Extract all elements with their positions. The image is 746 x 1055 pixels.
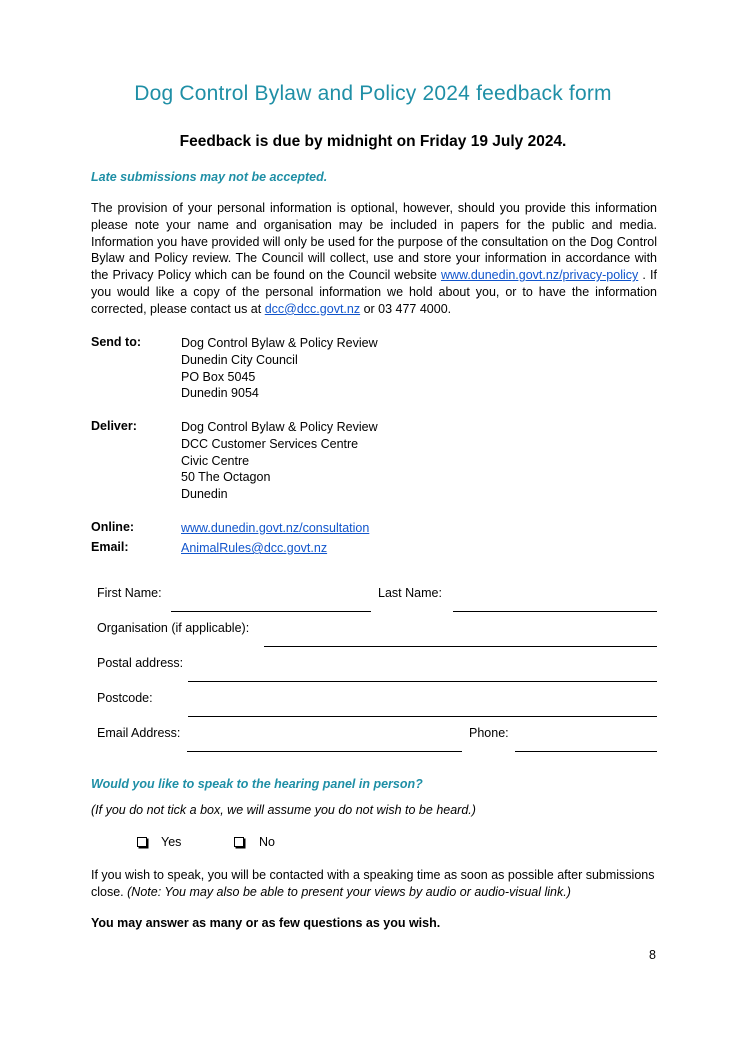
email-address-field[interactable] bbox=[187, 751, 462, 752]
deliver-address bbox=[181, 419, 378, 503]
privacy-policy-link[interactable]: www.dunedin.govt.nz/privacy-policy bbox=[440, 268, 639, 283]
phone-field[interactable] bbox=[515, 751, 657, 752]
hearing-note: (If you do not tick a box, we will assume you do not wish to be heard.) bbox=[91, 803, 476, 817]
email-address-label: Email Address: bbox=[97, 726, 181, 740]
page-number: 8 bbox=[649, 948, 656, 962]
postcode-label: Postcode: bbox=[97, 691, 153, 705]
send-to-label: Send to: bbox=[91, 335, 141, 349]
send-to-line: Dunedin City Council bbox=[181, 352, 298, 367]
yes-label: Yes bbox=[161, 835, 182, 849]
hearing-question: Would you like to speak to the hearing panel in person? bbox=[91, 777, 423, 791]
email-label: Email: bbox=[91, 540, 129, 554]
deliver-line: DCC Customer Services Centre bbox=[181, 436, 359, 451]
postal-address-label: Postal address: bbox=[97, 656, 184, 670]
privacy-text-3: or 03 477 4000. bbox=[360, 301, 452, 316]
online-label: Online: bbox=[91, 520, 135, 534]
last-name-field[interactable] bbox=[453, 611, 657, 612]
deliver-line: Civic Centre bbox=[181, 453, 250, 468]
phone-label: Phone: bbox=[469, 726, 509, 740]
no-checkbox[interactable] bbox=[234, 837, 244, 847]
page-title: Dog Control Bylaw and Policy 2024 feedback form bbox=[134, 82, 612, 105]
no-label: No bbox=[259, 835, 275, 849]
contact-email-link[interactable]: dcc@dcc.govt.nz bbox=[264, 301, 361, 316]
send-to-address bbox=[181, 335, 378, 402]
postcode-field[interactable] bbox=[188, 716, 657, 717]
organisation-label: Organisation (if applicable): bbox=[97, 621, 250, 635]
privacy-text-1: The provision of your personal information is optional, however, should you provide this information please note your name and organisation may be included in papers for the public and media. Information you have provided will only be used for the purpose of the consultation on the Dog Control Bylaw and Policy review. The Council will collect, use and store your information in accordance with the Privacy Policy which can be found on the Council website bbox=[91, 201, 657, 283]
due-notice: Feedback is due by midnight on Friday 19 July 2024. bbox=[179, 133, 567, 150]
consultation-link[interactable]: www.dunedin.govt.nz/consultation bbox=[181, 521, 370, 535]
send-to-line: Dunedin 9054 bbox=[181, 386, 259, 401]
speak-note: (Note: You may also be able to present your views by audio or audio-visual link.) bbox=[127, 884, 571, 899]
deliver-label: Deliver: bbox=[91, 419, 137, 433]
late-notice: Late submissions may not be accepted. bbox=[91, 170, 328, 184]
privacy-paragraph bbox=[91, 200, 657, 318]
privacy-text-2: . If you would like a copy of the personal information we hold about you, or to have the information corrected, please contact us at bbox=[91, 268, 657, 316]
deliver-line: Dunedin bbox=[181, 487, 228, 502]
last-name-label: Last Name: bbox=[378, 586, 442, 600]
send-to-line: Dog Control Bylaw & Policy Review bbox=[181, 336, 378, 350]
yes-checkbox[interactable] bbox=[137, 837, 147, 847]
first-name-field[interactable] bbox=[171, 611, 371, 612]
deliver-line: Dog Control Bylaw & Policy Review bbox=[181, 420, 378, 434]
deliver-line: 50 The Octagon bbox=[181, 470, 271, 485]
speak-text: If you wish to speak, you will be contacted with a speaking time as soon as possible after submissions close. bbox=[91, 868, 655, 899]
answer-note: You may answer as many or as few questions as you wish. bbox=[91, 916, 441, 930]
first-name-label: First Name: bbox=[97, 586, 162, 600]
animal-rules-email-link[interactable]: AnimalRules@dcc.govt.nz bbox=[181, 541, 328, 555]
send-to-line: PO Box 5045 bbox=[181, 369, 256, 384]
postal-address-field[interactable] bbox=[188, 681, 657, 682]
speak-paragraph bbox=[91, 867, 657, 901]
organisation-field[interactable] bbox=[264, 646, 657, 647]
